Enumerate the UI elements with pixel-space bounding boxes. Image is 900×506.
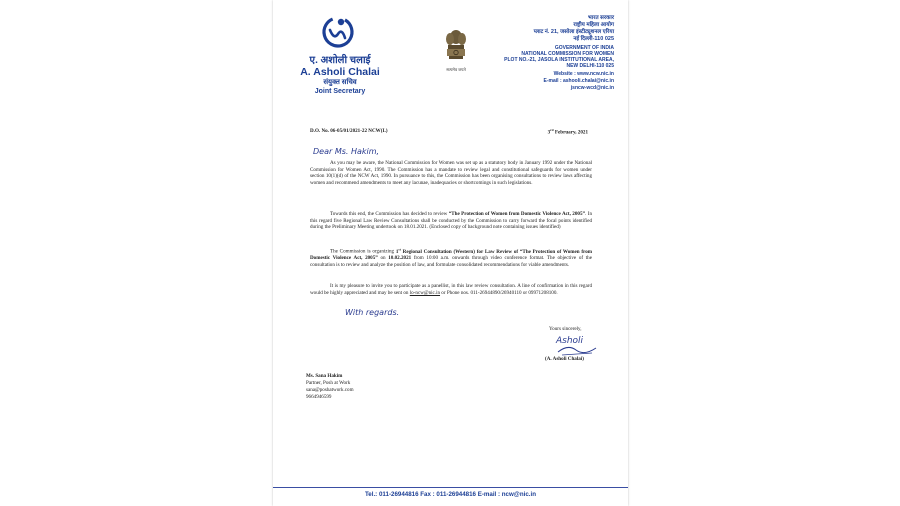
header-english-line: NEW DELHI-110 025 xyxy=(566,63,614,69)
closing-text: Yours sincerely, xyxy=(549,326,582,332)
header-hindi-line: नई दिल्ली-110 025 xyxy=(573,36,614,42)
header-hindi-line: भारत सरकार xyxy=(587,15,614,21)
contact-email-link[interactable]: lo-ncw@nic.in xyxy=(409,289,441,296)
paragraph-1: As you may be aware, the National Commission for Women was set up as a statutory body in January 1992 under the National Commission for Women Act, 1990. The Commission has a mandate to review legal and constitutional safeguards for women under section 10(1)(d) of the NCW Act, 1990. In pursuance to this, the Commission has been organising consultations to review laws affecting women and recommend amendments to meet any lacunae, inadequacies or shortcomings in such legislations. xyxy=(310,160,592,186)
header-english-line: NATIONAL COMMISSION FOR WOMEN xyxy=(521,51,614,57)
addressee-email: sana@poshatwork.com xyxy=(306,387,354,393)
header-english-line: GOVERNMENT OF INDIA xyxy=(554,45,614,51)
salutation: Dear Ms. Hakim, xyxy=(313,147,380,156)
header-email-2: jsncw-wcd@nic.in xyxy=(570,85,614,91)
emblem-motto: सत्यमेव जयते xyxy=(446,67,466,72)
letter-date: 3rd February, 2021 xyxy=(547,128,588,136)
paragraph-4: It is my pleasure to invite you to participate as a panellist, in this law review consultation. A line of confirmation in this regard would be highly appreciated and may be sent on lo-ncw@nic.in or Phone nos. 011-26944890/26940110 or 09971208100. xyxy=(310,283,592,296)
addressee-line: Partner, Posh at Work xyxy=(306,380,351,386)
paragraph-3: The Commission is organizing 1st Regional Consultation (Western) for Law Review of “The Protection of Women from Domestic Violence Act, 2005” on 10.02.2021 from 10:00 a.m. onwards through video conference format. The objective of the consultation is to review and analyze the position of law, and formulate consolidated recommendations for viable amendments. xyxy=(310,247,592,268)
addressee-name: Ms. Sana Hakim xyxy=(306,373,343,379)
paragraph-2: Towards this end, the Commission has decided to review “The Protection of Women from Domestic Violence Act, 2005”. In this regard five Regional Law Review Consultations shall be conducted by the Commission to carry forward the focal points identified during the Preliminary Meeting undertook on 18.01.2021. (Enclosed copy of background note containing issues identified) xyxy=(310,211,592,230)
header-english-line: PLOT NO.-21, JASOLA INSTITUTIONAL AREA, xyxy=(504,57,614,63)
footer-contact: Tel.: 011-26944816 Fax : 011-26944816 E-mail : ncw@nic.in xyxy=(364,491,536,498)
signature: Asholi xyxy=(556,336,584,346)
letter-page xyxy=(273,0,628,506)
signatory-name: (A. Asholi Chalai) xyxy=(545,356,584,362)
signatory-title-hindi: संयुक्त सचिव xyxy=(323,79,357,86)
handwritten-closing: With regards. xyxy=(345,308,400,317)
addressee-phone: 9664946599 xyxy=(306,394,332,400)
header-email: E-mail : ashooli.chalai@nic.in xyxy=(543,78,614,84)
ncw-logo-icon xyxy=(321,14,355,50)
header-website: Website : www.ncw.nic.in xyxy=(553,71,614,77)
national-emblem-icon xyxy=(443,28,469,66)
signatory-name-english: A. Asholi Chalai xyxy=(300,66,380,78)
signatory-name-hindi: ए. अशोली चलाई xyxy=(309,55,371,66)
footer-divider xyxy=(273,487,628,488)
reference-number: D.O. No. 06-05/01/2021-22 NCW(L) xyxy=(310,128,388,134)
signatory-title-english: Joint Secretary xyxy=(314,88,366,95)
header-hindi-line: प्लाट नं. 21, जसोला इंस्टीट्यूशनल एरिया xyxy=(533,29,614,35)
header-hindi-line: राष्ट्रीय महिला आयोग xyxy=(573,22,614,28)
